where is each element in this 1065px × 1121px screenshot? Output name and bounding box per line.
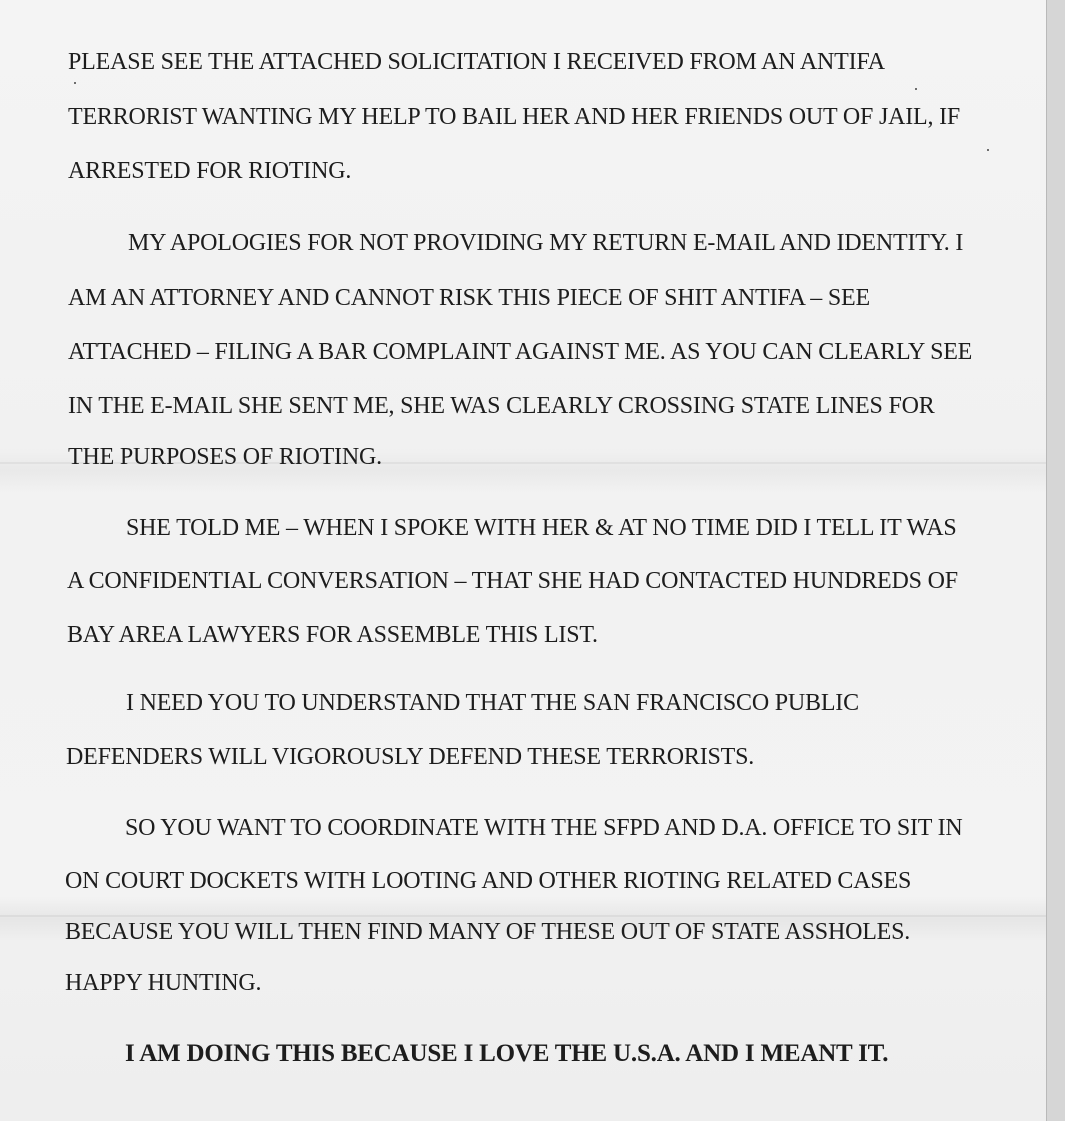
paper-speck — [915, 88, 917, 90]
closing-statement: I AM DOING THIS BECAUSE I LOVE THE U.S.A. AND I MEANT IT. — [125, 1040, 889, 1067]
p2-line-1: MY APOLOGIES FOR NOT PROVIDING MY RETURN E-MAIL AND IDENTITY. I — [128, 230, 964, 256]
p4-line-1: I NEED YOU TO UNDERSTAND THAT THE SAN FRANCISCO PUBLIC — [126, 690, 859, 716]
p3-line-3: BAY AREA LAWYERS FOR ASSEMBLE THIS LIST. — [67, 622, 598, 648]
p1-line-2: TERRORIST WANTING MY HELP TO BAIL HER AND HER FRIENDS OUT OF JAIL, IF — [68, 104, 961, 130]
p5-line-2: ON COURT DOCKETS WITH LOOTING AND OTHER RIOTING RELATED CASES — [65, 868, 912, 894]
p2-line-5: THE PURPOSES OF RIOTING. — [68, 444, 382, 470]
paper-edge — [1046, 0, 1065, 1121]
p5-line-1: SO YOU WANT TO COORDINATE WITH THE SFPD AND D.A. OFFICE TO SIT IN — [125, 815, 963, 841]
p3-line-2: A CONFIDENTIAL CONVERSATION – THAT SHE HAD CONTACTED HUNDREDS OF — [67, 568, 958, 594]
paper-fold — [0, 915, 1046, 917]
p2-line-2: AM AN ATTORNEY AND CANNOT RISK THIS PIECE OF SHIT ANTIFA – SEE — [68, 285, 870, 311]
paper-speck — [987, 149, 989, 151]
p1-line-1: PLEASE SEE THE ATTACHED SOLICITATION I RECEIVED FROM AN ANTIFA — [68, 49, 885, 75]
p4-line-2: DEFENDERS WILL VIGOROUSLY DEFEND THESE TERRORISTS. — [66, 744, 755, 770]
p5-line-3: BECAUSE YOU WILL THEN FIND MANY OF THESE OUT OF STATE ASSHOLES. — [65, 919, 911, 945]
p1-line-3: ARRESTED FOR RIOTING. — [68, 158, 352, 184]
p3-line-1: SHE TOLD ME – WHEN I SPOKE WITH HER & AT NO TIME DID I TELL IT WAS — [126, 515, 957, 541]
paper-speck — [74, 82, 76, 84]
p2-line-3: ATTACHED – FILING A BAR COMPLAINT AGAINST ME. AS YOU CAN CLEARLY SEE — [68, 339, 973, 365]
p2-line-4: IN THE E-MAIL SHE SENT ME, SHE WAS CLEARLY CROSSING STATE LINES FOR — [68, 393, 935, 419]
p5-line-4: HAPPY HUNTING. — [65, 970, 262, 996]
